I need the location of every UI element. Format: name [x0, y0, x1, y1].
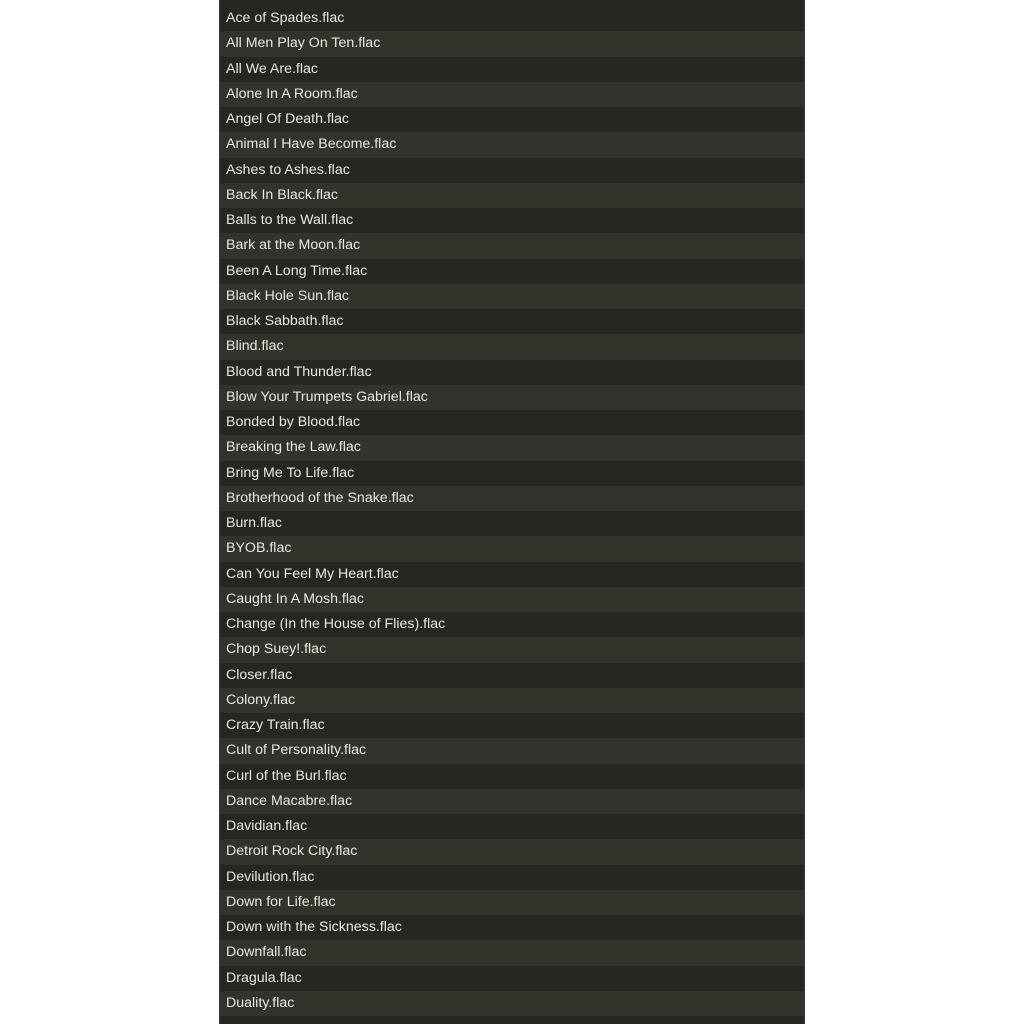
- file-name: Devilution.flac: [226, 868, 315, 885]
- file-name: Crazy Train.flac: [226, 717, 325, 733]
- file-row[interactable]: [220, 6, 804, 31]
- file-row[interactable]: [220, 259, 804, 284]
- file-row[interactable]: [220, 233, 804, 258]
- file-row[interactable]: [220, 31, 804, 56]
- file-name: Caught In A Mosh.flac: [226, 590, 365, 607]
- file-row[interactable]: [220, 461, 804, 486]
- file-row[interactable]: [220, 587, 804, 612]
- file-row[interactable]: [220, 1016, 804, 1024]
- file-row[interactable]: [220, 865, 804, 890]
- file-row[interactable]: [220, 158, 804, 183]
- file-row[interactable]: [220, 435, 804, 460]
- file-name: Brotherhood of the Snake.flac: [226, 489, 414, 506]
- file-row[interactable]: [220, 284, 804, 309]
- file-row[interactable]: [220, 991, 804, 1016]
- file-row[interactable]: [220, 688, 804, 713]
- file-name: Dragula.flac: [226, 969, 302, 986]
- file-name: Blow Your Trumpets Gabriel.flac: [226, 388, 428, 405]
- file-name: Back In Black.flac: [226, 186, 338, 203]
- file-row[interactable]: [220, 562, 804, 587]
- file-row[interactable]: [220, 663, 804, 688]
- file-row[interactable]: [220, 789, 804, 814]
- file-name: Down with the Sickness.flac: [226, 919, 402, 935]
- file-row[interactable]: [220, 410, 804, 435]
- file-name: Colony.flac: [226, 691, 296, 708]
- file-name: Alone In A Room.flac: [226, 85, 358, 102]
- file-name: Black Hole Sun.flac: [226, 287, 350, 304]
- file-name: Been A Long Time.flac: [226, 262, 368, 279]
- file-name: Burn.flac: [226, 515, 282, 531]
- file-row[interactable]: [220, 107, 804, 132]
- file-name: Downfall.flac: [226, 944, 307, 961]
- file-name: Angel Of Death.flac: [226, 111, 350, 127]
- file-name: Dance Macabre.flac: [226, 792, 353, 809]
- file-row[interactable]: [220, 486, 804, 511]
- file-row[interactable]: [220, 890, 804, 915]
- file-row[interactable]: [220, 334, 804, 359]
- file-row[interactable]: [220, 738, 804, 763]
- file-name: Chop Suey!.flac: [226, 641, 327, 658]
- file-row[interactable]: [220, 57, 804, 82]
- file-row[interactable]: [220, 536, 804, 561]
- file-name: Ace of Spades.flac: [226, 10, 345, 26]
- file-name: Can You Feel My Heart.flac: [226, 565, 399, 582]
- file-row[interactable]: [220, 612, 804, 637]
- file-name: Detroit Rock City.flac: [226, 843, 358, 860]
- file-row[interactable]: [220, 764, 804, 789]
- file-name: Breaking the Law.flac: [226, 439, 361, 456]
- file-row[interactable]: [220, 839, 804, 864]
- file-name: All We Are.flac: [226, 60, 318, 77]
- file-name: Balls to the Wall.flac: [226, 212, 354, 228]
- file-list: [220, 0, 804, 1024]
- file-name: Black Sabbath.flac: [226, 313, 344, 329]
- file-row[interactable]: [220, 385, 804, 410]
- file-row[interactable]: [220, 511, 804, 536]
- file-row[interactable]: [220, 915, 804, 940]
- file-name: Blood and Thunder.flac: [226, 363, 372, 380]
- file-row[interactable]: [220, 966, 804, 991]
- file-name: Curl of the Burl.flac: [226, 767, 347, 784]
- file-name: Davidian.flac: [226, 818, 308, 834]
- file-name: Down for Life.flac: [226, 893, 336, 910]
- file-row[interactable]: [220, 360, 804, 385]
- file-row[interactable]: [220, 183, 804, 208]
- file-row[interactable]: [220, 208, 804, 233]
- file-row[interactable]: [220, 814, 804, 839]
- file-row[interactable]: [220, 637, 804, 662]
- file-name: Change (In the House of Flies).flac: [226, 616, 446, 632]
- file-name: Ashes to Ashes.flac: [226, 161, 350, 178]
- file-name: All Men Play On Ten.flac: [226, 35, 381, 52]
- file-name: Closer.flac: [226, 666, 293, 683]
- file-row[interactable]: [220, 940, 804, 965]
- file-name: Bonded by Blood.flac: [226, 414, 361, 430]
- file-name: Bark at the Moon.flac: [226, 237, 361, 254]
- file-name: Blind.flac: [226, 338, 284, 355]
- file-name: Animal I Have Become.flac: [226, 136, 397, 153]
- file-name: Bring Me To Life.flac: [226, 464, 355, 481]
- file-name: Cult of Personality.flac: [226, 742, 367, 759]
- file-name: BYOB.flac: [226, 540, 292, 557]
- file-list-panel[interactable]: [219, 0, 805, 1024]
- file-row[interactable]: [220, 713, 804, 738]
- file-name: Duality.flac: [226, 994, 295, 1011]
- file-row[interactable]: [220, 82, 804, 107]
- file-row[interactable]: [220, 309, 804, 334]
- file-row[interactable]: [220, 132, 804, 157]
